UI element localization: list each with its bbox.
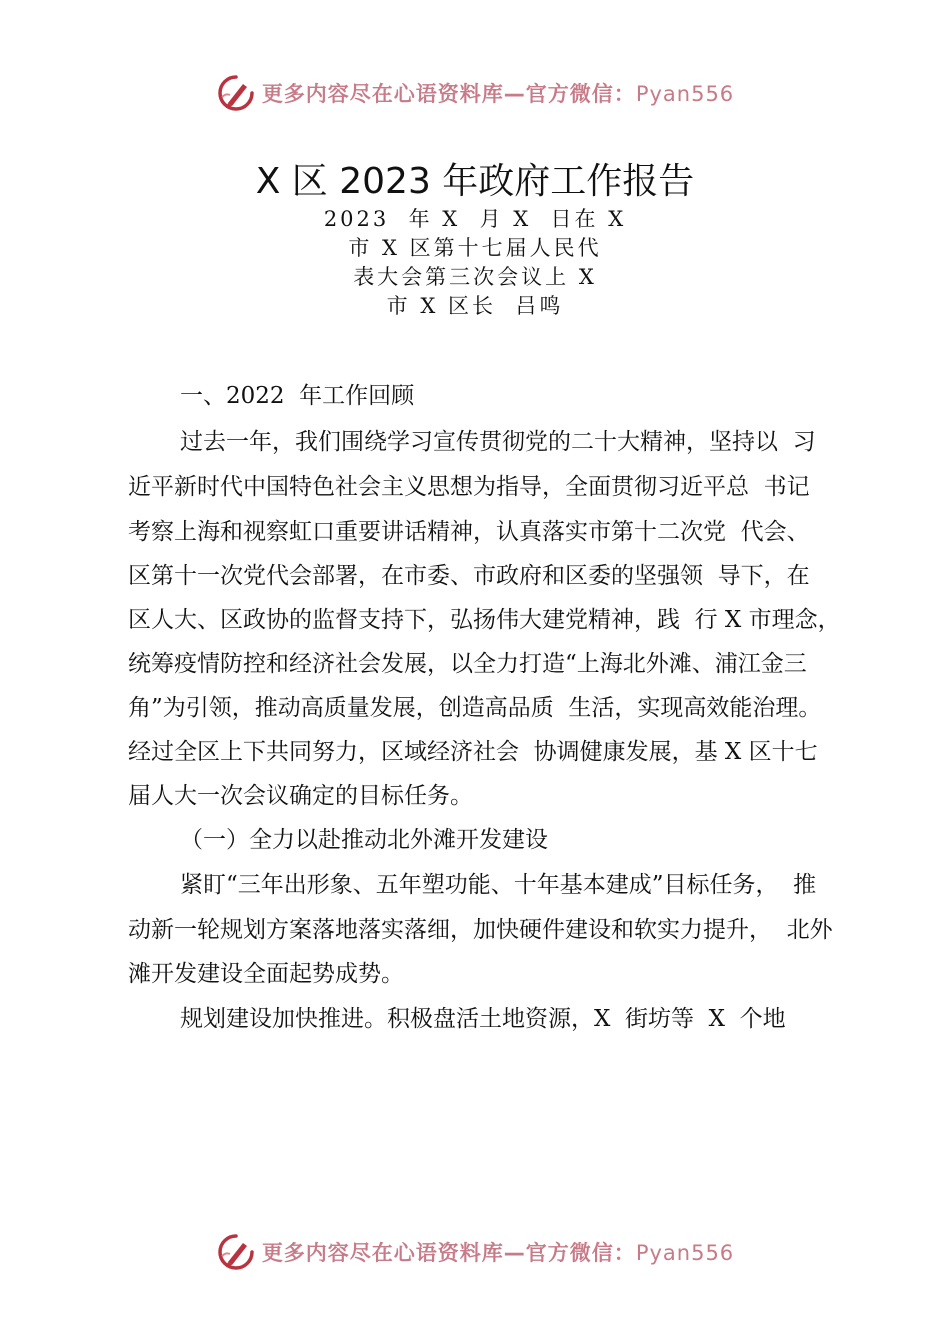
paragraph-line: 紧盯“三年出形象、五年塑功能、十年基本建成”目标任务， 推 [180,872,817,898]
paragraph-line: 区第十一次党代会部署，在市委、市政府和区委的坚强领 导下，在 [128,563,810,589]
paragraph-line: 滩开发建设全面起势成势。 [128,961,404,987]
paragraph-line: 区人大、区政协的监督支持下，弘扬伟大建党精神，践 行 X 市理念， [128,607,841,633]
subtitle-line: 表大会第三次会议上 X [353,265,597,289]
paragraph-line: 近平新时代中国特色社会主义思想为指导，全面贯彻习近平总 书记 [128,474,810,500]
paragraph-line: 动新一轮规划方案落地落实落细，加快硬件建设和软实力提升， 北外 [128,917,833,943]
subtitle-line: 市 X 区第十七届人民代 [348,236,602,260]
page-title: X 区 2023 年政府工作报告 [255,161,695,202]
subtitle-line: 2023 年 X 月 X 日在 X [323,207,627,231]
banner-text [262,1237,734,1267]
footer-banner [0,1232,950,1272]
banner-wechat-id: Pyan556 [635,1241,735,1265]
banner-brand: 更多内容尽在心语资料库—官方微信： [261,82,636,106]
paragraph-line: 统筹疫情防控和经济社会发展，以全力打造“上海北外滩、浦江金三 [128,651,807,677]
paragraph-line: 考察上海和视察虹口重要讲话精神，认真落实市第十二次党 代会、 [128,519,810,545]
subsection-heading: （一）全力以赴推动北外滩开发建设 [180,827,548,853]
paragraph-line: 规划建设加快推进。积极盘活土地资源，X 街坊等 X 个地 [180,1006,786,1032]
banner-wechat-id: Pyan556 [635,82,735,106]
paragraph-line: 经过全区上下共同努力，区域经济社会 协调健康发展，基 X 区十七 [128,739,818,765]
section-heading: 一、2022 年工作回顾 [180,383,415,409]
paragraph-line: 届人大一次会议确定的目标任务。 [128,783,473,809]
paragraph-line: 角”为引领，推动高质量发展，创造高品质 生活，实现高效能治理。 [128,695,822,721]
header-banner [0,73,950,113]
pen-circle-logo-icon [216,73,256,113]
paragraph-line: 过去一年，我们围绕学习宣传贯彻党的二十大精神，坚持以 习 [180,429,816,455]
pen-circle-logo-icon [216,1232,256,1272]
subtitle-line: 市 X 区长 吕鸣 [386,294,564,318]
banner-brand: 更多内容尽在心语资料库—官方微信： [261,1241,636,1265]
banner-text [262,78,734,108]
